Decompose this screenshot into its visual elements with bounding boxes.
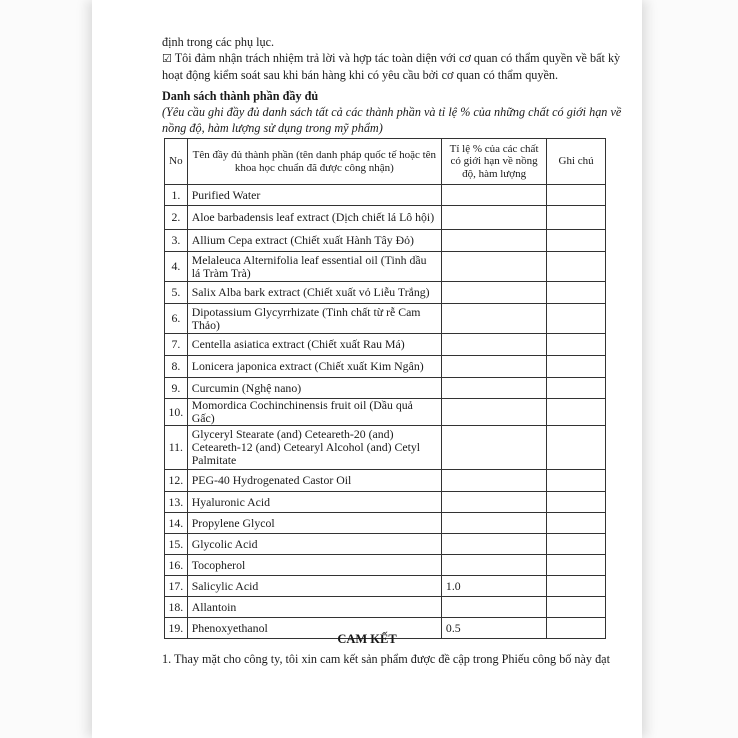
cell-name: Curcumin (Nghệ nano) bbox=[187, 378, 441, 399]
table-row bbox=[165, 576, 606, 597]
cell-no: 7. bbox=[165, 334, 188, 356]
cell-no: 18. bbox=[165, 597, 188, 618]
cell-pct bbox=[441, 597, 546, 618]
cell-name: Salicylic Acid bbox=[187, 576, 441, 597]
table-row bbox=[165, 426, 606, 470]
cell-no: 13. bbox=[165, 492, 188, 513]
table-row bbox=[165, 356, 606, 378]
cell-pct bbox=[441, 304, 546, 334]
cell-name: PEG-40 Hydrogenated Castor Oil bbox=[187, 470, 441, 492]
cell-note bbox=[547, 378, 606, 399]
table-row bbox=[165, 492, 606, 513]
section-title: Danh sách thành phần đầy đủ bbox=[162, 89, 319, 103]
scan-margin-right bbox=[642, 0, 738, 738]
cell-name: Lonicera japonica extract (Chiết xuất Kim Ngân) bbox=[187, 356, 441, 378]
cell-no: 15. bbox=[165, 534, 188, 555]
cell-no: 2. bbox=[165, 206, 188, 230]
cell-note bbox=[547, 534, 606, 555]
cell-note bbox=[547, 513, 606, 534]
cell-pct bbox=[441, 399, 546, 426]
cell-note bbox=[547, 470, 606, 492]
cell-no: 9. bbox=[165, 378, 188, 399]
scan-margin-left bbox=[0, 0, 92, 738]
cell-note bbox=[547, 555, 606, 576]
cell-no: 1. bbox=[165, 185, 188, 206]
cell-note bbox=[547, 230, 606, 252]
cell-name: Aloe barbadensis leaf extract (Dịch chiết lá Lô hội) bbox=[187, 206, 441, 230]
cell-pct bbox=[441, 513, 546, 534]
cell-pct bbox=[441, 252, 546, 282]
cell-pct bbox=[441, 356, 546, 378]
cell-no: 12. bbox=[165, 470, 188, 492]
cell-pct bbox=[441, 555, 546, 576]
cell-pct bbox=[441, 230, 546, 252]
cell-pct bbox=[441, 378, 546, 399]
cell-name: Propylene Glycol bbox=[187, 513, 441, 534]
cell-note bbox=[547, 576, 606, 597]
table-row bbox=[165, 597, 606, 618]
table-row bbox=[165, 185, 606, 206]
table-row bbox=[165, 334, 606, 356]
cell-pct bbox=[441, 470, 546, 492]
table-header-row bbox=[165, 139, 606, 185]
cell-name: Melaleuca Alternifolia leaf essential oil (Tinh dầu lá Tràm Trà) bbox=[187, 252, 441, 282]
cell-pct: 1.0 bbox=[441, 576, 546, 597]
cell-no: 17. bbox=[165, 576, 188, 597]
cell-note bbox=[547, 597, 606, 618]
table-body bbox=[165, 185, 606, 639]
cell-no: 14. bbox=[165, 513, 188, 534]
cell-pct: 0.5 bbox=[441, 618, 546, 639]
cell-pct bbox=[441, 492, 546, 513]
table-row bbox=[165, 230, 606, 252]
cell-note bbox=[547, 206, 606, 230]
cell-name: Salix Alba bark extract (Chiết xuất vỏ Liễu Trắng) bbox=[187, 282, 441, 304]
cell-pct bbox=[441, 282, 546, 304]
header-no: No bbox=[165, 139, 188, 185]
table-row bbox=[165, 513, 606, 534]
commitment-item-1: 1. Thay mặt cho công ty, tôi xin cam kết sản phẩm được đề cập trong Phiếu công bố này đạt bbox=[162, 652, 610, 666]
cell-pct bbox=[441, 206, 546, 230]
cell-name: Allantoin bbox=[187, 597, 441, 618]
cell-pct bbox=[441, 534, 546, 555]
cell-name: Centella asiatica extract (Chiết xuất Rau Má) bbox=[187, 334, 441, 356]
cell-no: 10. bbox=[165, 399, 188, 426]
cell-note bbox=[547, 356, 606, 378]
responsibility-text: Tôi đảm nhận trách nhiệm trả lời và hợp tác toàn diện với cơ quan có thẩm quyền về bất kỳ hoạt động kiểm soát sau khi bán hàng khi có yêu cầu bởi cơ quan có thẩm quyền. bbox=[162, 51, 621, 82]
cell-note bbox=[547, 304, 606, 334]
commitment-title: CAM KẾT bbox=[337, 632, 397, 646]
cell-name: Allium Cepa extract (Chiết xuất Hành Tây Đỏ) bbox=[187, 230, 441, 252]
cell-no: 11. bbox=[165, 426, 188, 470]
cell-pct bbox=[441, 426, 546, 470]
table-row bbox=[165, 470, 606, 492]
cell-note bbox=[547, 399, 606, 426]
cell-note bbox=[547, 426, 606, 470]
cell-name: Glycolic Acid bbox=[187, 534, 441, 555]
cell-name: Dipotassium Glycyrrhizate (Tinh chất từ rễ Cam Thảo) bbox=[187, 304, 441, 334]
cell-pct bbox=[441, 334, 546, 356]
cell-no: 16. bbox=[165, 555, 188, 576]
header-name: Tên đầy đủ thành phần (tên danh pháp quốc tế hoặc tên khoa học chuẩn đã được công nhận) bbox=[187, 139, 441, 185]
cell-no: 3. bbox=[165, 230, 188, 252]
cell-no: 5. bbox=[165, 282, 188, 304]
cell-no: 19. bbox=[165, 618, 188, 639]
cell-name: Glyceryl Stearate (and) Ceteareth-20 (and) Ceteareth-12 (and) Cetearyl Alcohol (and) Cetyl Palmitate bbox=[187, 426, 441, 470]
cell-name: Hyaluronic Acid bbox=[187, 492, 441, 513]
intro-block bbox=[162, 34, 622, 136]
table-row bbox=[165, 534, 606, 555]
cell-pct bbox=[441, 185, 546, 206]
cell-no: 8. bbox=[165, 356, 188, 378]
cell-name: Purified Water bbox=[187, 185, 441, 206]
cell-name: Phenoxyethanol bbox=[187, 618, 441, 639]
cell-no: 4. bbox=[165, 252, 188, 282]
cell-note bbox=[547, 492, 606, 513]
table-row bbox=[165, 555, 606, 576]
cell-name: Tocopherol bbox=[187, 555, 441, 576]
table-row bbox=[165, 378, 606, 399]
table-row bbox=[165, 399, 606, 426]
cell-note bbox=[547, 334, 606, 356]
ingredients-table bbox=[164, 138, 606, 639]
table-row bbox=[165, 282, 606, 304]
table-row bbox=[165, 252, 606, 282]
document-page bbox=[92, 0, 642, 738]
responsibility-paragraph bbox=[162, 50, 622, 83]
header-note: Ghi chú bbox=[547, 139, 606, 185]
checked-box-icon: ☑ bbox=[162, 52, 172, 65]
cell-note bbox=[547, 282, 606, 304]
cell-note bbox=[547, 185, 606, 206]
cell-name: Momordica Cochinchinensis fruit oil (Dầu quả Gấc) bbox=[187, 399, 441, 426]
table-row bbox=[165, 206, 606, 230]
cell-note bbox=[547, 252, 606, 282]
header-pct: Tỉ lệ % của các chất có giới hạn về nồng độ, hàm lượng bbox=[441, 139, 546, 185]
intro-continuation: định trong các phụ lục. bbox=[162, 35, 275, 49]
section-note: (Yêu cầu ghi đầy đủ danh sách tất cả các thành phần và tỉ lệ % của những chất có giới hạn về nồng độ, hàm lượng sử dụng trong mỹ phẩm) bbox=[162, 105, 622, 135]
cell-no: 6. bbox=[165, 304, 188, 334]
table-row bbox=[165, 304, 606, 334]
